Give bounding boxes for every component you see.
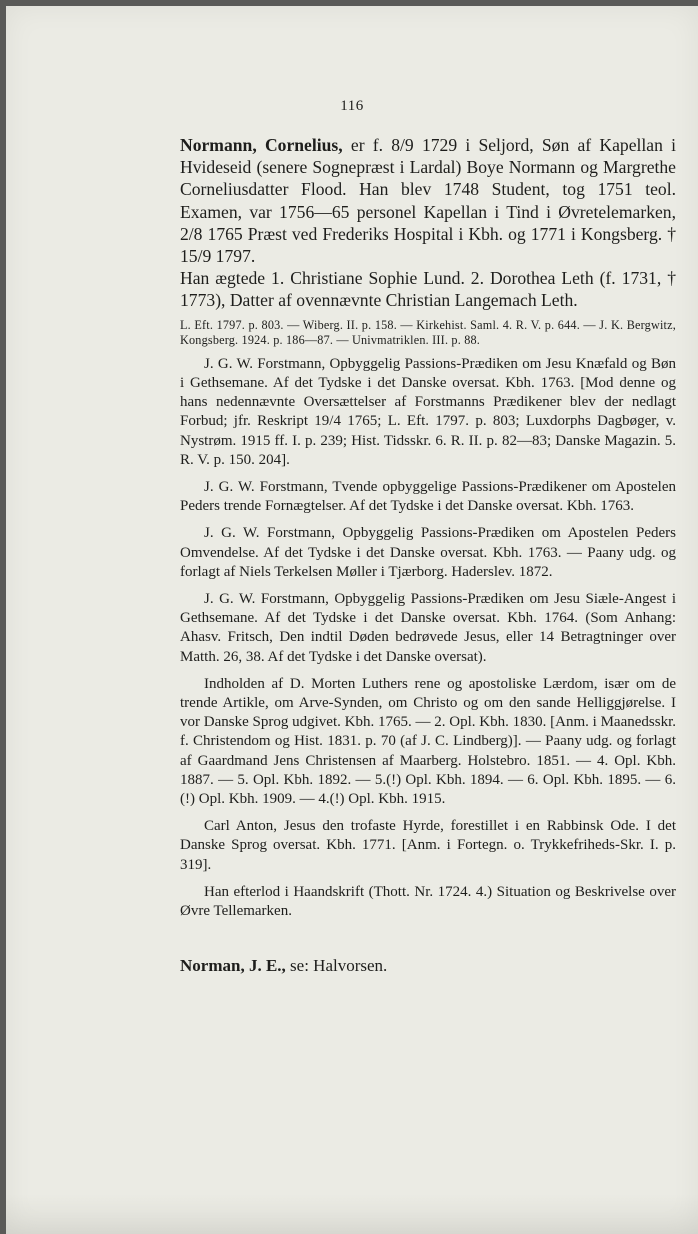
- entry-main-text: [180, 134, 676, 312]
- entry-paragraph-2: Han ægtede 1. Christiane Sophie Lund. 2. Dorothea Leth (f. 1731, † 1773), Datter af ovennævnte Christian Langemach Leth.: [180, 268, 676, 311]
- cross-reference: [180, 956, 387, 976]
- work-item: J. G. W. Forstmann, Tvende opbyggelige Passions-Prædikener om Apostelen Peders trende Fornægtelser. Af det Tydske i det Danske oversat. Kbh. 1763.: [180, 479, 676, 515]
- page: [6, 6, 698, 1234]
- manuscript-note: Han efterlod i Haandskrift (Thott. Nr. 1724. 4.) Situation og Beskrivelse over Øvre Tellemarken.: [180, 883, 676, 920]
- work-item: Carl Anton, Jesus den trofaste Hyrde, forestillet i en Rabbinsk Ode. I det Danske Sprog oversat. Kbh. 1771. [Anm. i Fortegn. o. Trykkefriheds-Skr. I. p. 319].: [180, 818, 676, 873]
- entry-paragraph-1: [180, 134, 676, 267]
- entry-biography: er f. 8/9 1729 i Seljord, Søn af Kapellan i Hvideseid (senere Sognepræst i Lardal) Boye Normann og Margrethe Corneliusdatter Flood. Han blev 1748 Student, tog 1751 teol. Examen, var 1756—65 personel Kapellan i Tind i Øvretelemarken, 2/8 1765 Præst ved Frederiks Hospital i Kbh. og 1771 i Kongsberg. † 15/9 1797.: [180, 135, 676, 267]
- cross-reference-name: Norman, J. E.,: [180, 956, 286, 975]
- entry-heading-name: Normann, Cornelius,: [180, 135, 343, 155]
- works-list: [180, 355, 676, 921]
- entry-content: [180, 134, 676, 929]
- work-item: Indholden af D. Morten Luthers rene og apostoliske Lærdom, især om de trende Artikle, om Arve-Synden, om Christo og om den sande Helliggjørelse. I vor Danske Sprog udgivet. Kbh. 1765. — 2. Opl. Kbh. 1830. [Anm. i Maanedsskr. f. Christendom og Hist. 1831. p. 70 (af J. C. Lindberg)]. — Paany udg. og forlagt af Gaardmand Jens Christensen af Maarberg. Holstebro. 1851. — 4. Opl. Kbh. 1887. — 5. Opl. Kbh. 1892. — 5.(!) Opl. Kbh. 1894. — 6. Opl. Kbh. 1895. — 6.(!) Opl. Kbh. 1909. — 4.(!) Opl. Kbh. 1915.: [180, 675, 676, 808]
- work-item: J. G. W. Forstmann, Opbyggelig Passions-Prædiken om Apostelen Peders Omvendelse. Af det Tydske i det Danske oversat. Kbh. 1763. — Paany udg. og forlagt af Niels Terkelsen Møller i Tjærborg. Haderslev. 1872.: [180, 525, 676, 580]
- entry-sources: L. Eft. 1797. p. 803. — Wiberg. II. p. 158. — Kirkehist. Saml. 4. R. V. p. 644. — J. K. Bergwitz, Kongsberg. 1924. p. 186—87. — Univmatriklen. III. p. 88.: [180, 317, 676, 348]
- work-item: J. G. W. Forstmann, Opbyggelig Passions-Prædiken om Jesu Knæfald og Bøn i Gethsemane. Af det Tydske i det Danske oversat. Kbh. 1763. [Mod denne og hans nedennævnte Oversættelser af Forstmanns Prædikener blev der nedlagt Forbud; jfr. Reskript 19/4 1765; L. Eft. 1797. p. 803; Luxdorphs Dagbøger, v. Nystrøm. 1915 ff. I. p. 239; Hist. Tidsskr. 6. R. II. p. 82—83; Danske Magazin. 5. R. V. p. 150. 204].: [180, 355, 676, 468]
- page-edge-shading: [6, 1194, 698, 1234]
- work-item: J. G. W. Forstmann, Opbyggelig Passions-Prædiken om Jesu Siæle-Angest i Gethsemane. Af det Tydske i det Danske oversat. Kbh. 1764. (Som Anhang: Ahasv. Fritsch, Den indtil Døden bedrøvede Jesus, eller 14 Betragtninger over Matth. 26, 38. Af det Tydske i det Danske oversat).: [180, 591, 676, 665]
- cross-reference-target: se: Halvorsen.: [290, 956, 388, 975]
- page-number: 116: [340, 98, 364, 114]
